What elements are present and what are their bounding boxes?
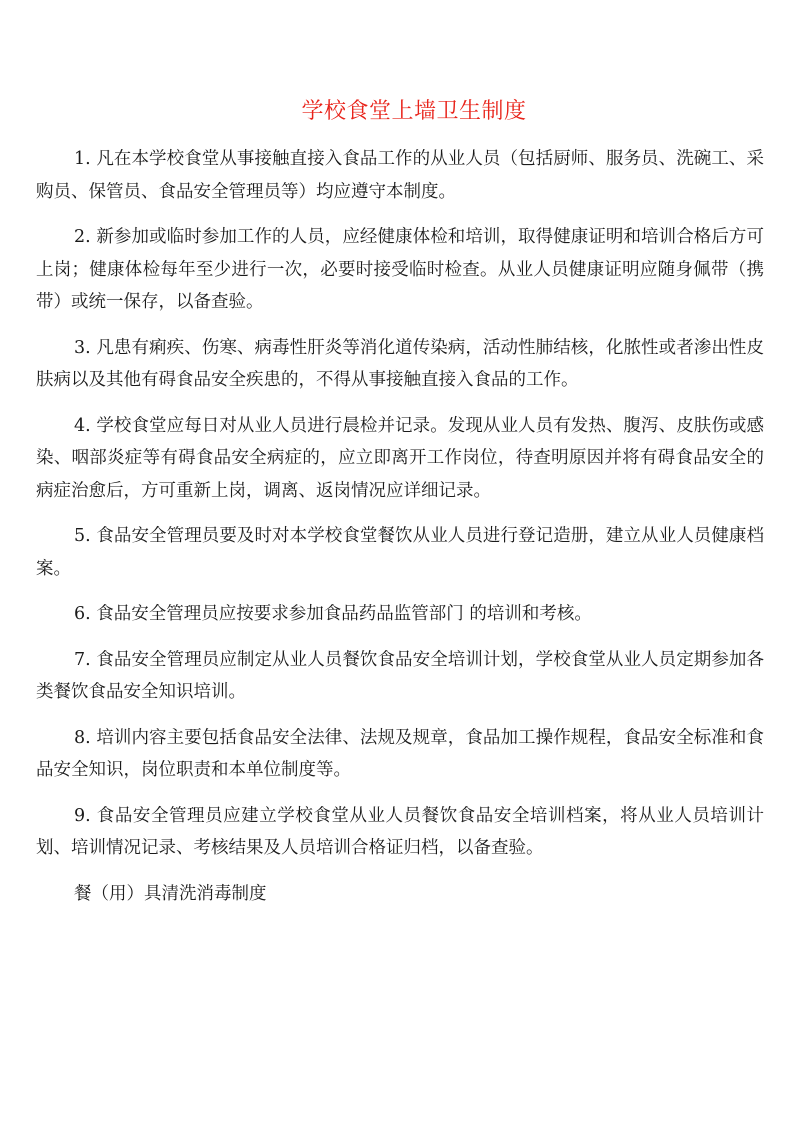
section-heading-next: 餐（用）具清洗消毒制度 xyxy=(74,883,267,904)
paragraph-5: 5. 食品安全管理员要及时对本学校食堂餐饮从业人员进行登记造册，建立从业人员健康档案。 xyxy=(36,526,764,579)
paragraph-9: 9. 食品安全管理员应建立学校食堂从业人员餐饮食品安全培训档案，将从业人员培训计划、培训情况记录、考核结果及人员培训合格证归档，以备查验。 xyxy=(36,805,764,858)
paragraph-2: 2. 新参加或临时参加工作的人员，应经健康体检和培训，取得健康证明和培训合格后方可上岗；健康体检每年至少进行一次，必要时接受临时检查。从业人员健康证明应随身佩带（携带）或统一保存，以备查验。 xyxy=(36,227,764,312)
document-title: 学校食堂上墙卫生制度 xyxy=(301,99,527,124)
paragraph-7: 7. 食品安全管理员应制定从业人员餐饮食品安全培训计划，学校食堂从业人员定期参加各类餐饮食品安全知识培训。 xyxy=(36,649,764,702)
paragraph-4: 4. 学校食堂应每日对从业人员进行晨检并记录。发现从业人员有发热、腹泻、皮肤伤或感染、咽部炎症等有碍食品安全病症的，应立即离开工作岗位，待查明原因并将有碍食品安全的病症治愈后，方可重新上岗，调离、返岗情况应详细记录。 xyxy=(36,415,764,501)
paragraph-6: 6. 食品安全管理员应按要求参加食品药品监管部门 的培训和考核。 xyxy=(74,604,592,624)
paragraph-8: 8. 培训内容主要包括食品安全法律、法规及规章，食品加工操作规程，食品安全标准和食品安全知识，岗位职责和本单位制度等。 xyxy=(36,727,764,780)
paragraph-3: 3. 凡患有痢疾、伤寒、病毒性肝炎等消化道传染病，活动性肺结核，化脓性或者渗出性皮肤病以及其他有碍食品安全疾患的，不得从事接触直接入食品的工作。 xyxy=(36,337,764,390)
paragraph-1: 1. 凡在本学校食堂从事接触直接入食品工作的从业人员（包括厨师、服务员、洗碗工、采购员、保管员、食品安全管理员等）均应遵守本制度。 xyxy=(36,149,764,202)
document-body xyxy=(36,143,764,910)
